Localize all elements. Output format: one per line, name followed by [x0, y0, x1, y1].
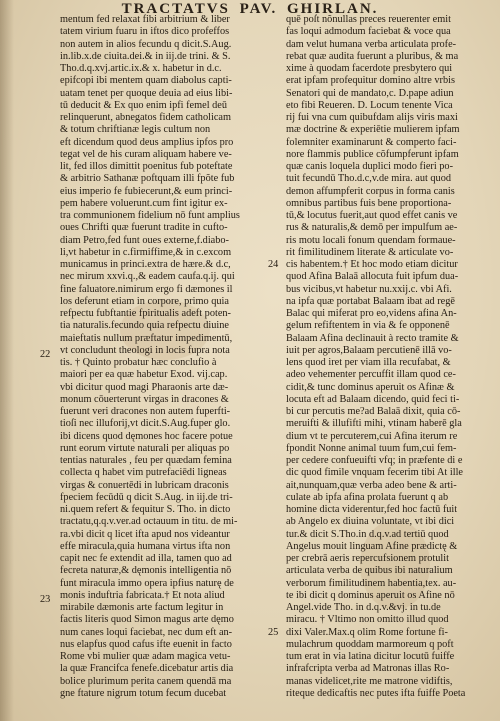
text-line: mæ doctrine & experiētie mulierem ipfam	[286, 124, 460, 136]
text-line: Angel.vide Tho. in d.q.v.&vj. in tu.de	[286, 602, 441, 613]
text-line: non autem in alios fecundu q dicit.S.Aug.	[60, 38, 232, 50]
text-line: fine faluatore.nimirum ergo fi dæmones il	[60, 283, 233, 295]
text-line: ni.quem refert & fequitur S. Tho. in dicto	[60, 504, 231, 515]
text-line: Senatori qui de mandato,c. D.pape adiun	[286, 87, 454, 99]
text-line: homine dicta viderentur,fed hoc factū fuit	[286, 504, 458, 515]
text-line: dic quod fimile vnquam fecerim tibi At ille	[286, 467, 464, 479]
text-line: ab Angelo ex diuina voluntate, vt ibi dici	[286, 516, 455, 528]
text-line: monis induftria fabricata.† Et nota aliud	[60, 589, 225, 601]
text-line: rebat quæ audita fuerunt a pluribus, & ma	[286, 50, 459, 62]
text-line: tū deducit & Ex quo enim ipfi femel deū	[60, 99, 227, 111]
text-line: fas loqui admodum faciebat & voce qua	[286, 26, 451, 38]
text-line: gelum refiftentem in via & fe opponenē	[286, 320, 450, 332]
text-line: in.lib.x.de ciuita.dei.& in iij.de trini. & S.	[60, 50, 231, 62]
text-line: infrafcripta verba ad Matronas illas Ro-	[286, 663, 450, 675]
text-line: locuta eft ad Balaam dicendo, quid feci ti-	[286, 393, 460, 405]
text-line: maiori per ea quæ habetur Exod. vij.cap.	[60, 369, 228, 381]
text-line: manas videlicet,rite me matrone vidiftis,	[286, 675, 453, 687]
text-line: mulachrum quoddam marmoreum q poft	[286, 638, 454, 650]
text-line: epifcopi ibi mentem quam diabolus capti-	[60, 75, 232, 87]
text-line: tia naturalis.fecundo quia refpectu diuine	[60, 320, 229, 332]
text-line: tum erat in via latina dicitur locutū fuiffe	[286, 651, 455, 662]
text-line: nore flammis publice cõfumpferunt ipfam	[286, 148, 459, 160]
text-line: meruifti & illufifti mihi, vtinam haberē gla	[286, 418, 462, 430]
text-line: quē poſt nõnullas preces reuerenter emit	[286, 14, 451, 25]
margin-number: 23	[40, 594, 51, 605]
text-line: vbi dicitur quod magi Pharaonis arte dæ-	[60, 381, 229, 393]
text-line: fuerunt veri dracones non autem fuperfti-	[60, 406, 231, 417]
running-head-surname: GHIRLAN.	[286, 1, 379, 17]
text-line: rij fui vna cum quibufdam alijs viris maxi	[286, 112, 458, 123]
text-line: & arbitrio Sathanæ poftquam illi fpõte fub	[60, 173, 235, 185]
text-line: nec mirum xxvi.q.,& eadem caufa.q.ij. qui	[60, 271, 235, 283]
margin-number: 25	[268, 627, 279, 638]
text-line: los deferunt etiam in corpore, primo quia	[60, 295, 229, 307]
text-line: mirabile dæmonis arte factum legitur in	[60, 602, 224, 613]
text-line: tū,& locutus fuerit,aut quod effet canis ve	[286, 210, 458, 221]
text-line: quod Afina Balaā allocuta fuit ipfum dua-	[286, 271, 459, 283]
text-line: ait,nunquam,quæ verba adeo bene & arti-	[286, 479, 457, 491]
text-line: pem habere voluerunt.cum fint igitur ex-	[60, 197, 228, 209]
text-line: & totum chriftianæ legis cultum non	[60, 124, 211, 136]
text-line: fpeciem fecūdū q dicit S.Aug. in iij.de tri-	[60, 491, 233, 503]
text-line: culate ab ipfa afina prolata fuerunt q ab	[286, 491, 449, 503]
text-line: tra communionem fidelium nō funt amplius	[60, 210, 240, 221]
text-line: la quæ Francifca fenefe.dicebatur artis dia	[60, 663, 234, 675]
running-head-author: PAV.	[239, 1, 278, 17]
text-line: lit, fed illos dimittit poenitus fub poteftate	[60, 161, 233, 172]
text-line: dium vt te percuterem,cui Afina iterum re	[286, 430, 458, 442]
text-line: folemniter examinarunt & comperto faci-	[286, 136, 457, 148]
text-line: Balac qui miferat pro eo,videns afina An-	[286, 308, 457, 319]
text-line: capit nec fe extendit ad illa, tamen quo ad	[60, 553, 232, 564]
text-line: verborum fimilitudinem habentia,tex. au-	[286, 577, 457, 589]
text-line: refpectu fubftantie fpiritualis adeft poten-	[60, 308, 231, 319]
left-text-column	[60, 14, 270, 700]
text-line: li,vt habetur in c.firmiffime,& in c.excom	[60, 246, 232, 258]
text-line: dixi Valer.Max.q olim Rome fortune fi-	[286, 626, 448, 638]
text-line: dam velut humana verba articulata profe-	[286, 38, 457, 50]
text-line: demon affumpferit corpus in forma canis	[286, 185, 455, 197]
gutter-shadow	[0, 0, 14, 721]
text-line: eius imperio fe fubiecerunt,& eum princi-	[60, 185, 233, 197]
text-line: omnibus partibus fuis bene proportiona-	[286, 197, 452, 209]
text-line: riteque dedicaftis nec putes ifta fuiffe Poeta	[286, 687, 466, 699]
text-line: tegat vel de his curam aliquam habere ve-	[60, 148, 232, 160]
text-line: funt miracula immo opera ipfius naturę de	[60, 577, 234, 589]
text-line: miracu. † Vltimo non omitto illud quod	[286, 614, 449, 626]
text-line: factis literis quod Simon magus arte dęmo	[60, 614, 234, 626]
text-line: tioſi nec illuforij,vt dicit.S.Aug.fuper glo.	[60, 418, 231, 430]
text-line: rit fimilitudinem literate & articulate vo-	[286, 246, 454, 258]
text-line: eto fibi Reueren. D. Locum tenente Vica	[286, 99, 453, 111]
text-line: mentum fed relaxat fibi arbitrium & liber	[60, 14, 230, 25]
text-line: te ibi dicit q dominus aperuit os Afine nō	[286, 589, 455, 601]
margin-number: 22	[40, 349, 51, 360]
text-line: Tho.d.q.xvj.artic.ix.& x. habetur in d.c.	[60, 63, 222, 74]
text-line: ibi dicens quod dęmones hoc facere potue	[60, 430, 233, 442]
text-line: diam Petro,fed funt oues externe,f.diabo-	[60, 234, 229, 246]
text-line: cis habentem.† Et hoc modo etiam dicitur	[286, 259, 458, 270]
text-line: relinquerunt, abnegatos fidem catholicam	[60, 112, 231, 123]
text-line: adeo vehementer percuffit illam quod ce-	[286, 369, 456, 381]
text-line: quæ canis loquela duplici modo fieri po-	[286, 161, 454, 172]
text-line: tis. † Quinto probatur hæc conclufio à	[60, 357, 217, 368]
text-line: bolice plurimum perita canem quendā ma	[60, 675, 232, 687]
text-line: vt concludunt theologi in locis fupra nota	[60, 344, 230, 356]
text-line: effe miracula,quia humana virtus ifta non	[60, 540, 231, 552]
text-line: nus elapfus quod cafus ifte euenit in facto	[60, 638, 232, 650]
text-line: erat ipfam profequitur domino altre vrbis	[286, 75, 455, 87]
text-line: uatam tenet per quoque deuia ad eius libi-	[60, 87, 233, 99]
running-head-title: TRACTATVS	[121, 1, 230, 17]
text-line: Balaam Afina declinauit à recto tramite &	[286, 332, 459, 344]
text-line: Rome vbi mulier quæ adam magica vetu-	[60, 651, 231, 662]
text-line: num canes loqui faciebat, nec dum eft an-	[60, 626, 233, 638]
text-line: per cedere confueuifti vfq; in præfente di e	[286, 455, 463, 466]
text-line: tuit fecundū Tho.d.c,v.de mira. aut quod	[286, 173, 451, 185]
text-line: tractatu,q.q.v.ver.ad octauum in titu. de mi-	[60, 516, 238, 528]
text-line: collecta q habet vim putrefaciēdi ligneas	[60, 467, 227, 479]
text-line: maieftatis nullum præftatur impedimentū,	[60, 332, 233, 344]
text-line: gne ftature nigrum totum fecum ducebat	[60, 687, 227, 699]
text-line: na ipfa quæ portabat Balaam ibat ad regē	[286, 295, 455, 307]
text-line: oues Chrifti quæ fuerunt tradite in cufto-	[60, 222, 228, 234]
text-line: cidit,& tunc dominus aperuit os Afinæ &	[286, 381, 455, 393]
text-line: bus vicibus,vt habetur nu.xxij.c. vbi Afi.	[286, 283, 452, 295]
text-line: municamus in princi.extra de hære.& d.c,	[60, 259, 231, 270]
text-line: fpondit Nonne animal tuum fum,cui fem-	[286, 442, 457, 454]
text-line: tentias naturales , feu per quædam femina	[60, 455, 232, 466]
text-line: rus & naturalis,& demō per impulfum ae-	[286, 222, 458, 234]
text-line: eft dicendum quod deus amplius ipfos pro	[60, 136, 234, 148]
text-line: runt eorum virtute naturali per aliquas po	[60, 442, 230, 454]
text-line: virgas & conuertēdi in lubricam draconis	[60, 479, 229, 491]
text-line: lens quod iret per viam illa recufabat, &	[286, 357, 451, 368]
text-line: tatem virium fuaru in iftos dico profeffos	[60, 26, 230, 38]
margin-number: 24	[268, 259, 279, 270]
text-line: articulata verba de quibus ibi naturalium	[286, 565, 453, 577]
text-line: monum cōuerterunt virgas in dracones &	[60, 393, 229, 405]
text-line: tur.& dicit S.Tho.in d.q.v.ad tertiū quod	[286, 528, 449, 540]
text-line: ra.vbi dicit q licet ifta apud nos videantur	[60, 528, 230, 540]
text-line: iuit per agros,Balaam percutienē illā vo-	[286, 344, 452, 356]
text-line: ris motu locali fonum quendam formaue-	[286, 234, 456, 246]
text-line: bi cur percutis me?ad Balaā dixit, quia cō-	[286, 406, 461, 417]
text-line: xime à quodam facerdote presbytero qui	[286, 63, 453, 74]
text-line: Angelus mouit linguam Afine prædictę &	[286, 540, 458, 552]
right-text-column	[286, 14, 482, 700]
text-line: per crebrā aeris repercufsionem protulit	[286, 553, 449, 564]
text-line: fecreta naturæ,& dęmonis intelligentia nō	[60, 565, 232, 577]
